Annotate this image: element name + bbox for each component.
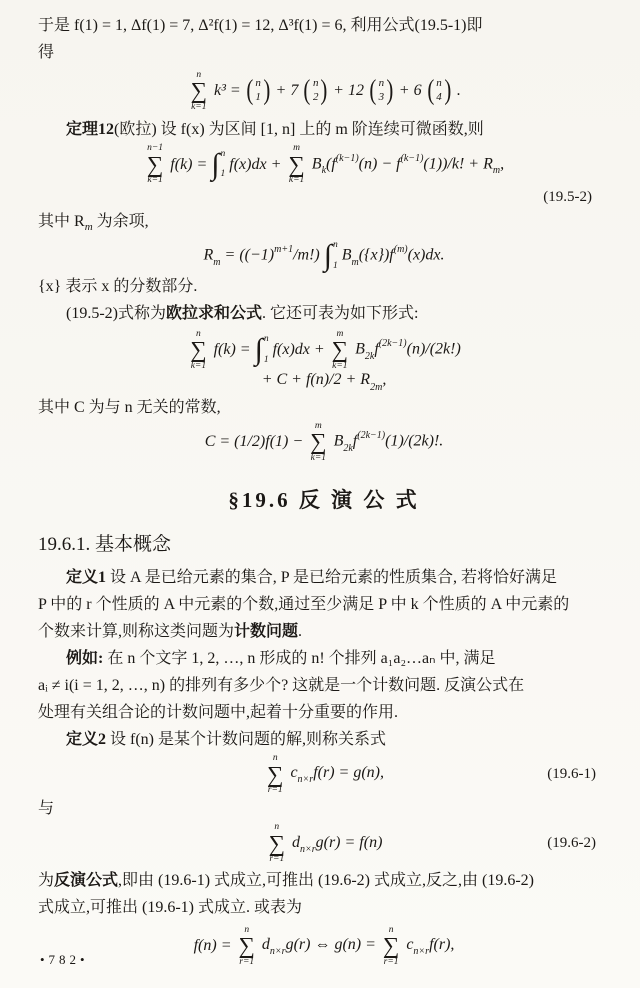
definition-1-line-1: 定义1 设 A 是已给元素的集合, P 是已给元素的性质集合, 若将恰好满足 xyxy=(66,569,557,587)
formula-19-6-2: n ∑ r=1 $d_{n\times r}g(r) = f(n)$ (19.6-2) xyxy=(268,822,596,865)
summation: n ∑ r=1 xyxy=(238,924,255,967)
integral: ∫ n 1 xyxy=(254,333,269,367)
definition-1-line-3: 个数来计算,则称这类问题为计数问题. xyxy=(38,623,303,641)
definition-1-line-2: P 中的 r 个性质的 A 中元素的个数,通过至少满足 P 中 k 个性质的 A 中元素的 xyxy=(38,596,570,614)
inversion-line-1: 为反演公式,即由 (19.6-1) 式成立,可推出 (19.6-2) 式成立,反之,由 (19.6-2) xyxy=(38,871,534,889)
binomial-n-1: ( n 1 ) xyxy=(246,74,271,107)
example-line-1: 例如: 在 n 个文字 1, 2, …, n 形成的 n! 个排列 a₁a₂…aₙ 中, 满足 xyxy=(66,650,496,668)
summation: n ∑ k=1 xyxy=(190,70,207,112)
equation-label-19-5-2: (19.5-2) xyxy=(543,188,592,205)
fractional-part-note: {x} 表示 x 的分数部分. xyxy=(38,278,198,296)
math-text: + 6 xyxy=(398,82,422,100)
definition-1-label: 定义1 xyxy=(66,569,107,587)
integral: ∫ n 1 xyxy=(323,239,338,273)
math-text: + 7 xyxy=(275,82,299,100)
section-title: §19.6 反 演 公 式 xyxy=(228,488,420,513)
page-number: •782• xyxy=(40,952,89,967)
formula-19-6-1: n ∑ r=1 $c_{n\times r}f(r) = g(n)$, (19.6-1) xyxy=(267,753,596,796)
summation: m ∑ k=1 xyxy=(331,329,349,372)
summation: m ∑ k=1 xyxy=(310,420,327,463)
bold-term-inversion-formula: 反演公式 xyxy=(54,871,119,889)
inversion-line-2: 式成立,可推出 (19.6-1) 式成立. 或表为 xyxy=(38,898,302,916)
formula-remainder: $R_m = ((-1)^{m+1}/m!)$ ∫ n 1 $B_m(\{x\})f^{(m)}(x)dx$. xyxy=(203,239,445,273)
theorem-label: 定理12 xyxy=(66,121,115,139)
binomial-n-3: ( n 3 ) xyxy=(369,74,394,107)
math-text: + 12 xyxy=(333,82,364,100)
bold-term-euler-formula: 欧拉求和公式 xyxy=(166,305,263,323)
intro-line-2: 得 xyxy=(38,44,55,61)
formula-constant-c: C = (1/2)f(1) − m ∑ k=1 $B_{2k}f^{(2k-1)}(1)/(2k)$!. xyxy=(204,420,444,463)
euler-sum-note: (19.5-2)式称为欧拉求和公式. 它还可表为如下形式: xyxy=(66,305,419,323)
formula-euler-alt-line2: + $C + f(n)/2 + R_{2m}$, xyxy=(261,371,387,393)
summation: n ∑ r=1 xyxy=(267,753,284,796)
definition-2-line: 定义2 设 f(n) 是某个计数问题的解,则称关系式 xyxy=(66,731,387,749)
constant-note: 其中 C 为与 n 无关的常数, xyxy=(38,398,221,416)
subsection-title: 19.6.1. 基本概念 xyxy=(38,534,172,556)
formula-inversion-equivalence: f(n) = n ∑ r=1 $d_{n\times r}g(r)$ ⇔ g(n) = n ∑ r=1 $c_{n\times r}f(r)$, xyxy=(193,924,455,967)
bold-term-counting-problem: 计数问题 xyxy=(234,623,299,641)
example-line-2: aᵢ ≠ i(i = 1, 2, …, n) 的排列有多少个? 这就是一个计数问题. 反演公式在 xyxy=(38,677,525,695)
summation: m ∑ k=1 xyxy=(288,143,305,186)
remainder-note: 其中 $R_m$ 为余项, xyxy=(38,212,149,234)
equation-label-19-6-2: (19.6-2) xyxy=(547,835,596,852)
equation-label-19-6-1: (19.6-1) xyxy=(547,766,596,783)
intro-line-1: 于是 f(1) = 1, Δf(1) = 7, Δ²f(1) = 12, Δ³f(1) = 6, 利用公式(19.5-1)即 xyxy=(38,17,483,34)
example-line-3: 处理有关组合论的计数问题中,起着十分重要的作用. xyxy=(38,704,399,722)
summation: n ∑ r=1 xyxy=(268,822,285,865)
binomial-n-2: ( n 2 ) xyxy=(303,74,328,107)
formula-euler-alt-line1: n ∑ k=1 f(k) = ∫ n 1 f(x)dx + m ∑ k=1 $B_{2k}f^{(2k-1)}(n)/(2k!)$ xyxy=(190,329,461,372)
summation: n−1 ∑ k=1 xyxy=(146,143,164,186)
math-text: k³ = xyxy=(213,82,241,100)
integral: ∫ n 1 xyxy=(211,147,226,181)
math-text: . xyxy=(456,82,461,100)
conjunction-line: 与 xyxy=(38,800,55,818)
formula-euler-maclaurin: n−1 ∑ k=1 f(k) = ∫ n 1 f(x)dx + m ∑ k=1 $B_k(f^{(k-1)}(n) - f^{(k-1)}(1))/k$! + $R_m$, xyxy=(146,143,505,186)
formula-sum-k-cubed xyxy=(38,70,610,112)
binomial-n-4: ( n 4 ) xyxy=(426,74,452,107)
summation: n ∑ r=1 xyxy=(382,924,400,967)
definition-2-label: 定义2 xyxy=(66,731,107,749)
summation: n ∑ k=1 xyxy=(190,329,207,372)
theorem-12-line: 定理12(欧拉) 设 f(x) 为区间 [1, n] 上的 m 阶连续可微函数,则 xyxy=(66,121,484,139)
example-label: 例如: xyxy=(66,650,104,668)
